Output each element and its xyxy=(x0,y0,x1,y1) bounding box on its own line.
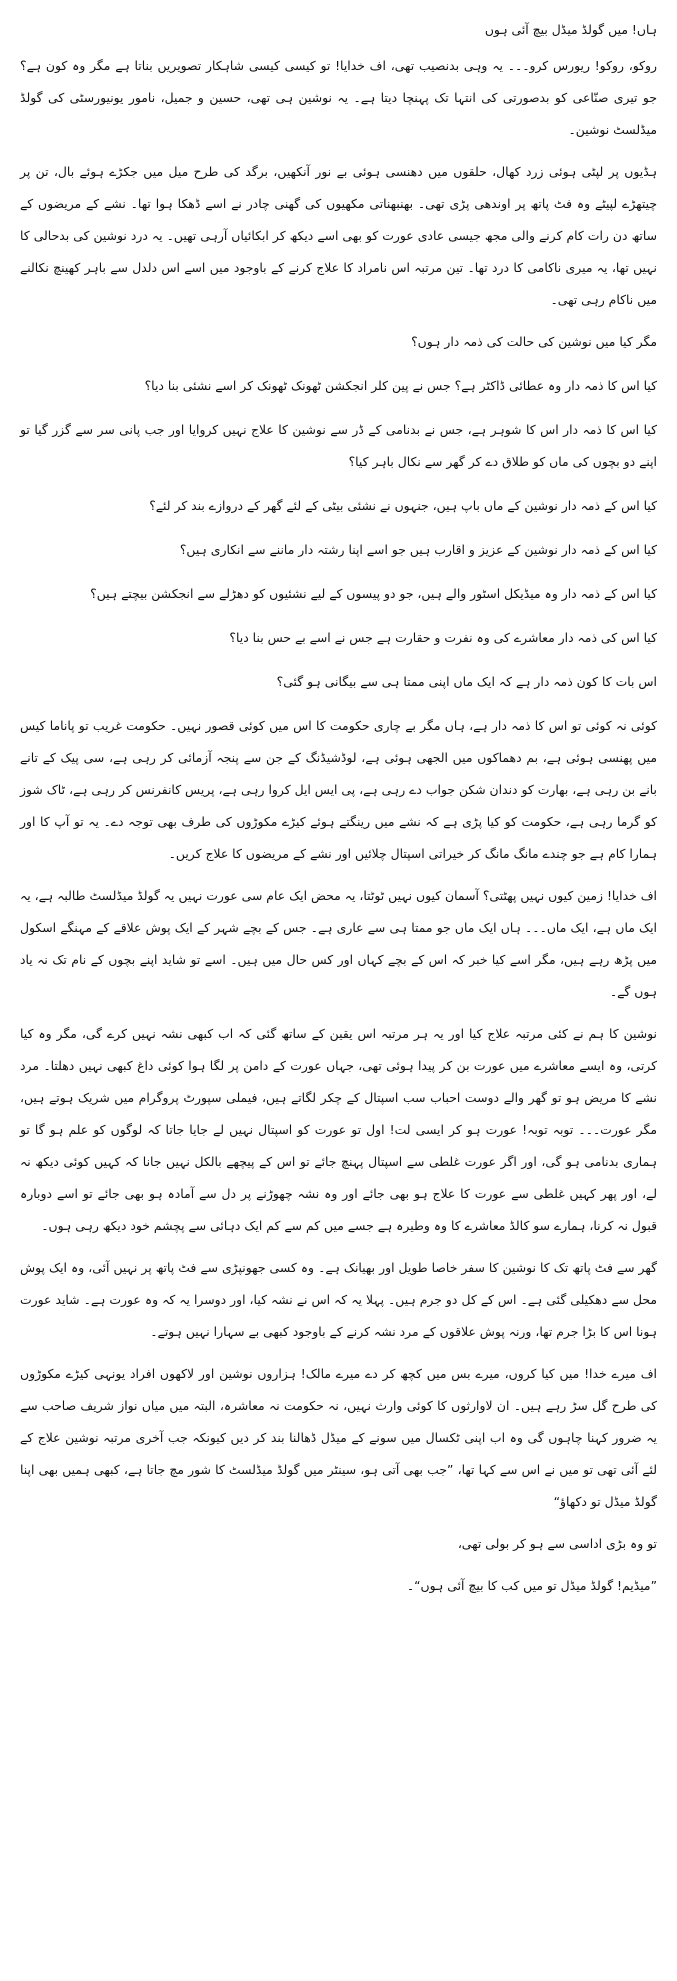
question-parents: کیا اس کے ذمہ دار نوشین کے ماں باپ ہیں، جنہوں نے نشئی بیٹی کے لئے گھر کے دروازے بند کر لئے؟ xyxy=(149,498,657,513)
question-responsibility: مگر کیا میں نوشین کی حالت کی ذمہ دار ہوں؟ xyxy=(411,334,657,349)
question-relatives: کیا اس کے ذمہ دار نوشین کے عزیز و اقارب ہیں جو اسے اپنا رشتہ دار ماننے سے انکاری ہیں؟ xyxy=(179,542,657,557)
paragraph-gold-medalist: اف خدایا! زمین کیوں نہیں پھٹتی؟ آسمان کیوں نہیں ٹوٹتا، یہ محض ایک عام سی عورت نہیں یہ گولڈ میڈلسٹ طالبہ ہے، یہ ایک ماں ہے، ایک ماں۔۔۔ ہاں ایک ماں جو ممتا ہی سے عاری ہے۔ جس کے بچے شہر کے ایک پوش علاقے کے مہنگے اسکول میں پڑھ رہے ہیں، مگر اسے کیا خبر کہ اس کے بچے کہاں اور کس حال میں ہیں۔ اسے تو شاید اپنے بچوں کے نام تک نہ یاد ہوں گے۔ xyxy=(20,888,657,999)
paragraph-reply-intro: تو وہ بڑی اداسی سے ہو کر بولی تھی، xyxy=(457,1536,657,1551)
paragraph-description: ہڈیوں پر لپٹی ہوئی زرد کھال، حلقوں میں دھنسی ہوئی بے نور آنکھیں، برگد کی طرح میل میں جکڑے ہوئے بال، تن پر چیتھڑے لپیٹے وہ فٹ پاتھ پر اوندھی پڑی تھی۔ بھنبھناتی مکھیوں کی گھنی چادر نے اسے ڈھکا ہوا تھا۔ نشے کے مریضوں کے ساتھ دن رات کام کرنے والی مجھ جیسی عادی عورت کو بھی اسے دیکھ کر ابکائیاں آرہی تھیں۔ یہ درد نوشین کی بدحالی کا نہیں تھا، یہ میری ناکامی کا درد تھا۔ تین مرتبہ اس نامراد کا علاج کرنے کے باوجود میں اسے اس دلدل سے باہر کھینچ نکالنے میں ناکام رہی تھی۔ xyxy=(20,164,657,307)
paragraph-treatment: نوشین کا ہم نے کئی مرتبہ علاج کیا اور یہ ہر مرتبہ اس یقین کے ساتھ گئی کہ اب کبھی نشہ نہیں کرے گی، مگر وہ کیا کرتی، وہ ایسے معاشرے میں عورت بن کر پیدا ہوئی تھی، جہاں عورت کے دامن پر لگا ہوا کوئی داغ کبھی نہیں دھلتا۔ مرد نشے کا مریض ہو تو گھر والے دوست احباب سب اسپتال کے چکر لگاتے ہیں، فیملی سپورٹ پروگرام میں شریک ہوتے ہیں، مگر عورت۔۔۔ توبہ توبہ! عورت ہو کر ایسی لت! اول تو عورت کو اسپتال نہیں لے جایا جاتا کہ لوگوں کو علم ہو گا تو ہماری بدنامی ہو گی، اور اگر عورت غلطی سے اسپتال پہنچ جائے تو اس کے پیچھے بالکل نہیں جانا کہ کہیں کوئی دیکھ نہ لے، اور پھر کہیں غلطی سے عورت کا علاج ہو بھی جائے اور وہ نشہ چھوڑنے پر دل سے آمادہ ہو بھی جائے تو اسے دوبارہ قبول نہ کرنا، ہمارے سو کالڈ معاشرے کا وہ وطیرہ ہے جسے میں کم سے کم ایک دہائی سے پچشم خود دیکھ رہی ہوں۔ xyxy=(20,1026,657,1233)
paragraph-intro: روکو، روکو! ریورس کرو۔۔۔ یہ وہی بدنصیب تھی، اف خدایا! تو کیسی کیسی شاہکار تصویریں بناتا ہے مگر وہ کون ہے؟ جو تیری صنّاعی کو بدصورتی کی انتہا تک پہنچا دیتا ہے۔ یہ نوشین ہی تھی، حسین و جمیل، نامور یونیورسٹی کی گولڈ میڈلسٹ نوشین۔ xyxy=(20,58,657,137)
question-mother: اس بات کا کون ذمہ دار ہے کہ ایک ماں اپنی ممتا ہی سے بیگانی ہو گئی؟ xyxy=(276,674,657,689)
question-society: کیا اس کی ذمہ دار معاشرے کی وہ نفرت و حقارت ہے جس نے اسے بے حس بنا دیا؟ xyxy=(229,630,657,645)
paragraph-journey: گھر سے فٹ پاتھ تک کا نوشین کا سفر خاصا طویل اور بھیانک ہے۔ وہ کسی جھونپڑی سے فٹ پاتھ پر نہیں آئی، وہ ایک پوش محل سے دھکیلی گئی ہے۔ اس کے کل دو جرم ہیں۔ پہلا یہ کہ اس نے نشہ کیا، اور دوسرا یہ کہ وہ عورت ہے۔ شاید عورت ہونا اس کا بڑا جرم تھا، ورنہ پوش علاقوں کے مرد نشہ کرنے کے باوجود کبھی بے سہارا نہیں ہوتے۔ xyxy=(20,1260,657,1339)
question-husband: کیا اس کا ذمہ دار اس کا شوہر ہے، جس نے بدنامی کے ڈر سے نوشین کا علاج نہیں کروایا اور جب پانی سر سے گزر گیا تو اپنے دو بچوں کی ماں کو طلاق دے کر گھر سے نکال باہر کیا؟ xyxy=(20,422,657,469)
question-medical-store: کیا اس کے ذمہ دار وہ میڈیکل اسٹور والے ہیں، جو دو پیسوں کے لیے نشئیوں کو دھڑلے سے انجکشن بیچتے ہیں؟ xyxy=(90,586,657,601)
question-doctor: کیا اس کا ذمہ دار وہ عطائی ڈاکٹر ہے؟ جس نے پین کلر انجکشن ٹھونک ٹھونک کر اسے نشئی بنا دیا؟ xyxy=(144,378,657,393)
article-title: ہاں! میں گولڈ میڈل بیچ آئی ہوں xyxy=(484,22,657,37)
paragraph-plea: اف میرے خدا! میں کیا کروں، میرے بس میں کچھ کر دے میرے مالک! ہزاروں نوشین اور لاکھوں افراد یونہی کیڑے مکوڑوں کی طرح گل سڑ رہے ہیں۔ ان لاوارثوں کا کوئی وارث نہیں، نہ حکومت نہ معاشرہ، البتہ میں میاں نواز شریف صاحب سے یہ ضرور کہنا چاہوں گی وہ اب اپنی ٹکسال میں سونے کے میڈل ڈھالنا بند کر دیں کیونکہ جب آخری مرتبہ نوشین علاج کے لئے آئی تھی تو میں نے اس سے کہا تھا، ”جب بھی آتی ہو، سینٹر میں گولڈ میڈلسٹ کا شور مچ جاتا ہے، کبھی ہمیں بھی اپنا گولڈ میڈل تو دکھاؤ“ xyxy=(20,1366,657,1509)
paragraph-closing-quote: ”میڈیم! گولڈ میڈل تو میں کب کا بیچ آئی ہوں“۔ xyxy=(406,1578,657,1593)
paragraph-government: کوئی نہ کوئی تو اس کا ذمہ دار ہے، ہاں مگر بے چاری حکومت کا اس میں کوئی قصور نہیں۔ حکومت غریب تو پاناما کیس میں پھنسی ہوئی ہے، بم دھماکوں میں الجھی ہوئی ہے، لوڈشیڈنگ کے جن سے پنجہ آزمائی کر رہی ہے، سی پیک کے تانے بانے بن رہی ہے، بھارت کو دندان شکن جواب دے رہی ہے، پی ایس ایل کروا رہی ہے، پریس کانفرنس کر رہی ہے، ٹاک شوز کو گرما رہی ہے، حکومت کو کیا پڑی ہے کہ نشے میں رینگتے ہوئے کیڑے مکوڑوں کی طرف بھی توجہ دے۔ یہ تو آپ کا اور ہمارا کام ہے جو چندے مانگ مانگ کر خیراتی اسپتال چلائیں اور نشے کے مریضوں کا علاج کریں۔ xyxy=(20,718,657,861)
